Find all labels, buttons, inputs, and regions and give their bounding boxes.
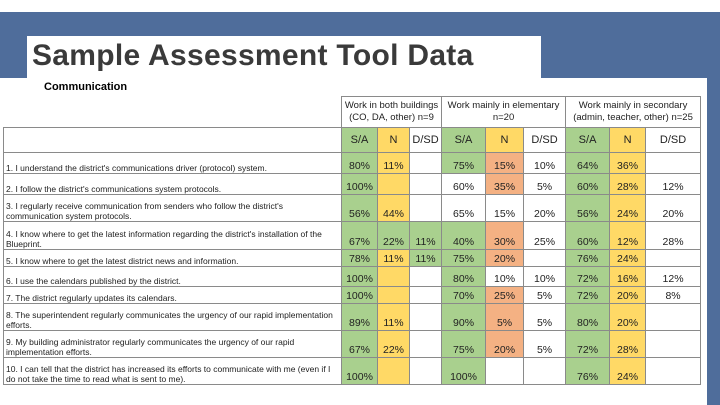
- value-cell: [410, 267, 442, 287]
- header-blank: [4, 97, 342, 128]
- value-cell: [410, 153, 442, 174]
- value-cell: 24%: [610, 195, 646, 222]
- value-cell: 8%: [646, 287, 701, 304]
- value-cell: [410, 195, 442, 222]
- value-cell: 12%: [646, 174, 701, 195]
- value-cell: 78%: [342, 250, 378, 267]
- value-cell: 15%: [486, 153, 524, 174]
- value-cell: 75%: [442, 331, 486, 358]
- question-cell: 5. I know where to get the latest district news and information.: [4, 250, 342, 267]
- value-cell: [378, 267, 410, 287]
- value-cell: [410, 174, 442, 195]
- value-cell: 25%: [524, 222, 566, 250]
- value-cell: 5%: [524, 287, 566, 304]
- value-cell: 36%: [610, 153, 646, 174]
- question-cell: 10. I can tell that the district has increased its efforts to communicate with me (even if I do not take the time to read what is sent to me).: [4, 358, 342, 385]
- value-cell: 64%: [566, 153, 610, 174]
- question-cell: 4. I know where to get the latest information regarding the district's installation of the Blueprint.: [4, 222, 342, 250]
- value-cell: 90%: [442, 304, 486, 331]
- value-cell: 100%: [442, 358, 486, 385]
- value-cell: [646, 153, 701, 174]
- subheader-sa: S/A: [566, 128, 610, 153]
- value-cell: 11%: [410, 222, 442, 250]
- value-cell: [524, 358, 566, 385]
- value-cell: [524, 250, 566, 267]
- value-cell: 16%: [610, 267, 646, 287]
- value-cell: 72%: [566, 287, 610, 304]
- value-cell: 75%: [442, 250, 486, 267]
- value-cell: 100%: [342, 174, 378, 195]
- question-cell: 9. My building administrator regularly communicates the urgency of our rapid implementation efforts.: [4, 331, 342, 358]
- value-cell: [410, 331, 442, 358]
- value-cell: 20%: [646, 195, 701, 222]
- value-cell: 5%: [524, 174, 566, 195]
- slide-title: Sample Assessment Tool Data: [32, 39, 474, 72]
- question-cell: 7. The district regularly updates its calendars.: [4, 287, 342, 304]
- value-cell: 25%: [486, 287, 524, 304]
- value-cell: 24%: [610, 250, 646, 267]
- value-cell: [646, 304, 701, 331]
- value-cell: [378, 358, 410, 385]
- value-cell: 80%: [342, 153, 378, 174]
- value-cell: 15%: [486, 195, 524, 222]
- question-cell: 2. I follow the district's communications system protocols.: [4, 174, 342, 195]
- value-cell: 75%: [442, 153, 486, 174]
- value-cell: [378, 174, 410, 195]
- value-cell: 60%: [442, 174, 486, 195]
- value-cell: 20%: [486, 250, 524, 267]
- value-cell: 40%: [442, 222, 486, 250]
- value-cell: 28%: [610, 174, 646, 195]
- question-cell: 1. I understand the district's communications driver (protocol) system.: [4, 153, 342, 174]
- value-cell: 67%: [342, 331, 378, 358]
- value-cell: [410, 358, 442, 385]
- value-cell: 100%: [342, 267, 378, 287]
- value-cell: 70%: [442, 287, 486, 304]
- value-cell: 22%: [378, 331, 410, 358]
- value-cell: 80%: [566, 304, 610, 331]
- value-cell: [410, 304, 442, 331]
- value-cell: 5%: [524, 331, 566, 358]
- subheader-n: N: [610, 128, 646, 153]
- subheader-sa: S/A: [442, 128, 486, 153]
- value-cell: [646, 358, 701, 385]
- value-cell: 22%: [378, 222, 410, 250]
- group-header-both: Work in both buildings (CO, DA, other) n=9: [342, 97, 442, 128]
- question-cell: 3. I regularly receive communication from senders who follow the district's communication system protocols.: [4, 195, 342, 222]
- value-cell: 28%: [610, 331, 646, 358]
- value-cell: 72%: [566, 267, 610, 287]
- value-cell: 67%: [342, 222, 378, 250]
- value-cell: 30%: [486, 222, 524, 250]
- value-cell: 5%: [524, 304, 566, 331]
- group-header-elementary: Work mainly in elementary n=20: [442, 97, 566, 128]
- value-cell: 11%: [378, 250, 410, 267]
- value-cell: 60%: [566, 174, 610, 195]
- value-cell: 11%: [410, 250, 442, 267]
- value-cell: 56%: [342, 195, 378, 222]
- value-cell: [410, 287, 442, 304]
- group-header-secondary: Work mainly in secondary (admin, teacher, other) n=25: [566, 97, 701, 128]
- value-cell: 10%: [524, 267, 566, 287]
- question-cell: 8. The superintendent regularly communicates the urgency of our rapid implementation efforts.: [4, 304, 342, 331]
- value-cell: 100%: [342, 358, 378, 385]
- value-cell: [646, 331, 701, 358]
- subheader-dsd: D/SD: [410, 128, 442, 153]
- assessment-table: [3, 96, 701, 385]
- value-cell: 35%: [486, 174, 524, 195]
- value-cell: 60%: [566, 222, 610, 250]
- value-cell: [486, 358, 524, 385]
- value-cell: 11%: [378, 304, 410, 331]
- subheader-n: N: [486, 128, 524, 153]
- value-cell: 28%: [646, 222, 701, 250]
- value-cell: 20%: [610, 287, 646, 304]
- value-cell: 72%: [566, 331, 610, 358]
- value-cell: 20%: [486, 331, 524, 358]
- value-cell: 20%: [610, 304, 646, 331]
- value-cell: 11%: [378, 153, 410, 174]
- subheader-blank: [4, 128, 342, 153]
- value-cell: 89%: [342, 304, 378, 331]
- value-cell: 12%: [610, 222, 646, 250]
- question-cell: 6. I use the calendars published by the district.: [4, 267, 342, 287]
- value-cell: 5%: [486, 304, 524, 331]
- value-cell: 10%: [486, 267, 524, 287]
- right-frame-bar: [707, 78, 720, 405]
- subheader-dsd: D/SD: [646, 128, 701, 153]
- value-cell: 10%: [524, 153, 566, 174]
- section-label: Communication: [44, 81, 128, 93]
- subheader-n: N: [378, 128, 410, 153]
- value-cell: 100%: [342, 287, 378, 304]
- value-cell: 24%: [610, 358, 646, 385]
- subheader-dsd: D/SD: [524, 128, 566, 153]
- subheader-sa: S/A: [342, 128, 378, 153]
- value-cell: 56%: [566, 195, 610, 222]
- value-cell: 20%: [524, 195, 566, 222]
- value-cell: 65%: [442, 195, 486, 222]
- value-cell: 12%: [646, 267, 701, 287]
- value-cell: 76%: [566, 358, 610, 385]
- value-cell: 44%: [378, 195, 410, 222]
- value-cell: [646, 250, 701, 267]
- value-cell: 76%: [566, 250, 610, 267]
- value-cell: 80%: [442, 267, 486, 287]
- value-cell: [378, 287, 410, 304]
